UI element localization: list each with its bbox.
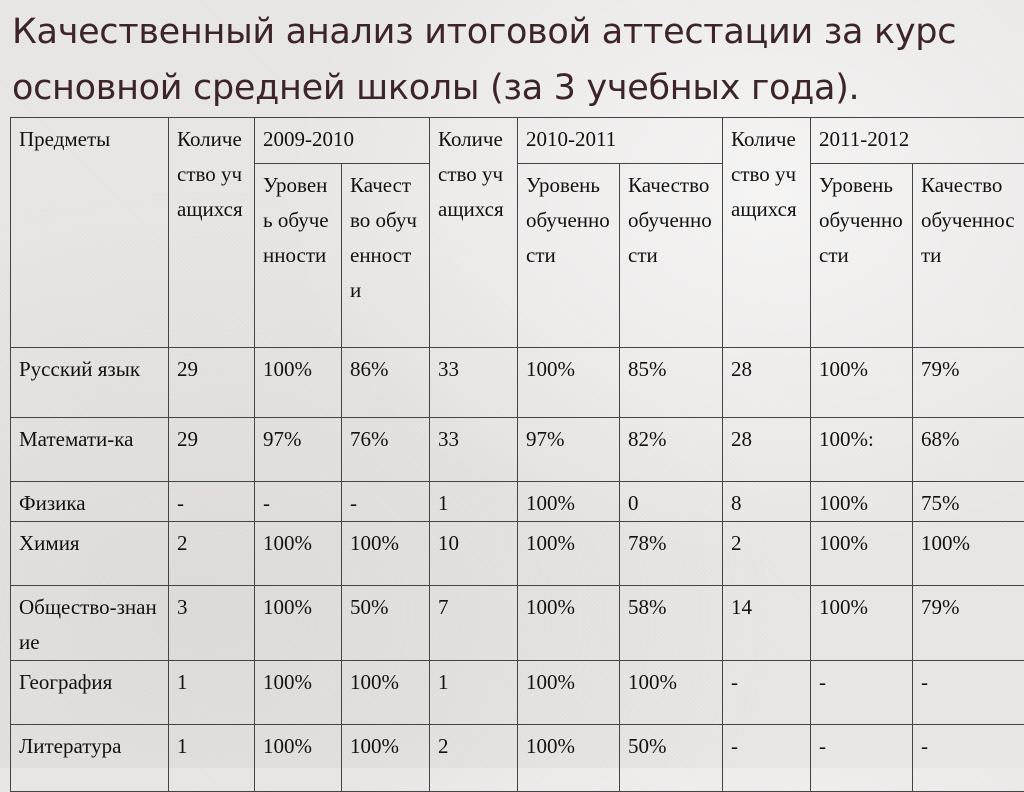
value-cell: -	[913, 661, 1024, 725]
header-count-2010: Количество учащихся	[430, 118, 518, 348]
table-row	[11, 348, 1024, 418]
header-quality-2011: Качество обученности	[913, 164, 1024, 348]
header-count-2011: Количество учащихся	[723, 118, 811, 348]
value-cell: 33	[430, 418, 518, 482]
value-cell: 100%	[811, 586, 913, 661]
value-cell: 100%	[518, 522, 620, 586]
value-cell: 50%	[620, 725, 723, 792]
header-year-2009: 2009-2010	[255, 118, 430, 164]
value-cell: 86%	[342, 348, 430, 418]
subject-cell: География	[11, 661, 169, 725]
subject-cell: Физика	[11, 482, 169, 522]
value-cell: 100%	[255, 725, 342, 792]
table-row	[11, 482, 1024, 522]
value-cell: 100%	[255, 586, 342, 661]
header-count-2009: Количество учащихся	[169, 118, 255, 348]
value-cell: 14	[723, 586, 811, 661]
header-level-2011: Уровень обученности	[811, 164, 913, 348]
subject-cell: Литература	[11, 725, 169, 792]
value-cell: 100%	[913, 522, 1024, 586]
value-cell: 2	[723, 522, 811, 586]
table-row	[11, 661, 1024, 725]
value-cell: 28	[723, 348, 811, 418]
value-cell: 1	[169, 725, 255, 792]
value-cell: 29	[169, 348, 255, 418]
header-year-2010: 2010-2011	[518, 118, 723, 164]
header-quality-2010: Качество обученности	[620, 164, 723, 348]
value-cell: -	[723, 725, 811, 792]
value-cell: 100%	[518, 661, 620, 725]
page-title: Качественный анализ итоговой аттестации за курс основной средней школы (за 3 учебных года).	[12, 4, 1012, 116]
value-cell: 79%	[913, 348, 1024, 418]
value-cell: 100%	[255, 522, 342, 586]
subject-cell: Математи-ка	[11, 418, 169, 482]
value-cell: 100%	[518, 586, 620, 661]
value-cell: 2	[169, 522, 255, 586]
value-cell: 29	[169, 418, 255, 482]
value-cell: 100%	[620, 661, 723, 725]
value-cell: 97%	[255, 418, 342, 482]
value-cell: 10	[430, 522, 518, 586]
table-row	[11, 725, 1024, 792]
value-cell: 97%	[518, 418, 620, 482]
attestation-table	[10, 117, 1024, 792]
value-cell: -	[255, 482, 342, 522]
value-cell: 79%	[913, 586, 1024, 661]
value-cell: 7	[430, 586, 518, 661]
value-cell: 1	[430, 482, 518, 522]
subject-cell: Русский язык	[11, 348, 169, 418]
value-cell: 82%	[620, 418, 723, 482]
table-row	[11, 522, 1024, 586]
value-cell: 78%	[620, 522, 723, 586]
value-cell: 100%	[518, 725, 620, 792]
value-cell: 50%	[342, 586, 430, 661]
header-subjects: Предметы	[11, 118, 169, 348]
value-cell: 75%	[913, 482, 1024, 522]
value-cell: 100%	[255, 348, 342, 418]
value-cell: 100%:	[811, 418, 913, 482]
value-cell: 100%	[342, 725, 430, 792]
value-cell: 100%	[518, 348, 620, 418]
value-cell: 100%	[255, 661, 342, 725]
header-level-2009: Уровень обученности	[255, 164, 342, 348]
value-cell: 28	[723, 418, 811, 482]
header-year-2011: 2011-2012	[811, 118, 1024, 164]
value-cell: -	[342, 482, 430, 522]
value-cell: 1	[169, 661, 255, 725]
value-cell: 100%	[342, 661, 430, 725]
value-cell: 85%	[620, 348, 723, 418]
value-cell: 100%	[518, 482, 620, 522]
value-cell: 100%	[811, 522, 913, 586]
value-cell: -	[913, 725, 1024, 792]
value-cell: 100%	[811, 482, 913, 522]
value-cell: -	[723, 661, 811, 725]
value-cell: 68%	[913, 418, 1024, 482]
table-row	[11, 586, 1024, 661]
value-cell: 100%	[342, 522, 430, 586]
value-cell: 8	[723, 482, 811, 522]
value-cell: -	[169, 482, 255, 522]
value-cell: 2	[430, 725, 518, 792]
value-cell: 33	[430, 348, 518, 418]
subject-cell: Общество-знание	[11, 586, 169, 661]
value-cell: 58%	[620, 586, 723, 661]
value-cell: 76%	[342, 418, 430, 482]
subject-cell: Химия	[11, 522, 169, 586]
table-row	[11, 418, 1024, 482]
value-cell: -	[811, 661, 913, 725]
header-quality-2009: Качество обученности	[342, 164, 430, 348]
value-cell: 100%	[811, 348, 913, 418]
header-level-2010: Уровень обученности	[518, 164, 620, 348]
value-cell: 1	[430, 661, 518, 725]
value-cell: 3	[169, 586, 255, 661]
value-cell: -	[811, 725, 913, 792]
value-cell: 0	[620, 482, 723, 522]
